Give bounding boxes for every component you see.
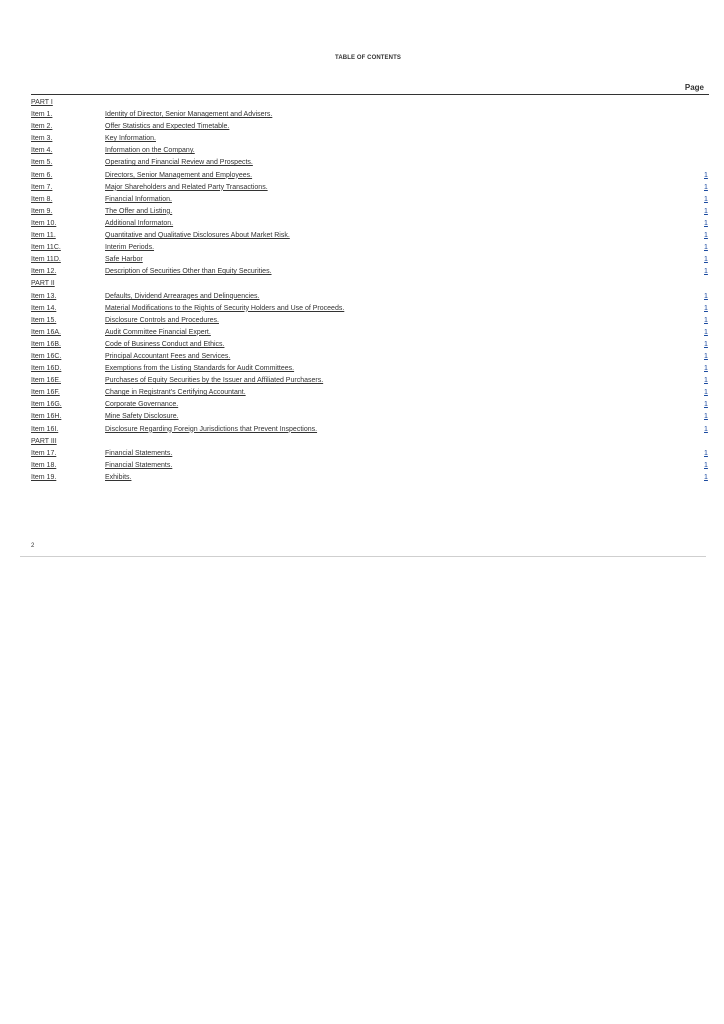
toc-row bbox=[31, 327, 721, 339]
toc-item-title-link[interactable]: Key Information. bbox=[105, 135, 156, 143]
toc-page-link[interactable]: 1 bbox=[704, 449, 708, 457]
toc-item-title-link[interactable]: Additional Informaton. bbox=[105, 219, 174, 227]
toc-title: TABLE OF CONTENTS bbox=[335, 55, 401, 61]
toc-item-number-link[interactable]: Item 5. bbox=[31, 159, 53, 167]
toc-page-link[interactable]: 1 bbox=[704, 207, 708, 215]
toc-item-number-link[interactable]: Item 18. bbox=[31, 461, 57, 469]
toc-page-link[interactable]: 1 bbox=[704, 401, 708, 409]
toc-item-number-link[interactable]: Item 15. bbox=[31, 316, 57, 324]
toc-item-title-link[interactable]: Financial Information. bbox=[105, 195, 172, 203]
toc-page-link[interactable]: 1 bbox=[704, 195, 708, 203]
toc-item-number-link[interactable]: Item 16E. bbox=[31, 377, 61, 385]
toc-item-title-link[interactable]: Interim Periods. bbox=[105, 244, 155, 252]
toc-item-title-link[interactable]: Audit Committee Financial Expert. bbox=[105, 328, 211, 336]
toc-item-number-link[interactable]: Item 19. bbox=[31, 473, 57, 481]
toc-row bbox=[31, 157, 721, 169]
toc-item-title-link[interactable]: Purchases of Equity Securities by the Issuer and Affiliated Purchasers. bbox=[105, 377, 324, 385]
toc-row bbox=[31, 375, 721, 387]
toc-item-number-link[interactable]: Item 16G. bbox=[31, 401, 62, 409]
toc-item-title-link[interactable]: Quantitative and Qualitative Disclosures About Market Risk. bbox=[105, 232, 290, 240]
toc-page-link[interactable]: 1 bbox=[704, 365, 708, 373]
toc-item-number-link[interactable]: Item 6. bbox=[31, 171, 53, 179]
toc-row bbox=[31, 230, 721, 242]
toc-row bbox=[31, 387, 721, 399]
toc-page-link[interactable]: 1 bbox=[704, 389, 708, 397]
toc-part-link[interactable]: PART I bbox=[31, 99, 53, 106]
toc-row bbox=[31, 218, 721, 230]
toc-item-title-link[interactable]: Exhibits. bbox=[105, 473, 132, 481]
footer-divider bbox=[20, 556, 706, 557]
toc-item-title-link[interactable]: Identity of Director, Senior Management and Advisers. bbox=[105, 111, 273, 119]
toc-row bbox=[31, 194, 721, 206]
toc-row bbox=[31, 460, 721, 472]
toc-row bbox=[31, 472, 721, 484]
toc-item-number-link[interactable]: Item 8. bbox=[31, 195, 53, 203]
toc-list bbox=[31, 97, 721, 484]
toc-item-title-link[interactable]: Financial Statements. bbox=[105, 449, 173, 457]
toc-page-link[interactable]: 1 bbox=[704, 425, 708, 433]
toc-item-title-link[interactable]: Mine Safety Disclosure. bbox=[105, 413, 179, 421]
toc-row bbox=[31, 411, 721, 423]
toc-page-link[interactable]: 1 bbox=[704, 473, 708, 481]
toc-item-number-link[interactable]: Item 3. bbox=[31, 135, 53, 143]
toc-page-link[interactable]: 1 bbox=[704, 232, 708, 240]
toc-part-heading bbox=[31, 97, 721, 109]
toc-part-heading bbox=[31, 436, 721, 448]
toc-item-title-link[interactable]: Directors, Senior Management and Employees. bbox=[105, 171, 253, 179]
toc-item-title-link[interactable]: Financial Statements. bbox=[105, 461, 173, 469]
toc-row bbox=[31, 448, 721, 460]
toc-page-link[interactable]: 1 bbox=[704, 340, 708, 348]
toc-item-title-link[interactable]: Change in Registrant's Certifying Accountant. bbox=[105, 389, 246, 397]
toc-item-number-link[interactable]: Item 16D. bbox=[31, 365, 62, 373]
toc-page-link[interactable]: 1 bbox=[704, 304, 708, 312]
toc-item-title-link[interactable]: Safe Harbor bbox=[105, 256, 143, 264]
toc-item-title-link[interactable]: Corporate Governance. bbox=[105, 401, 179, 409]
toc-page-link[interactable]: 1 bbox=[704, 171, 708, 179]
toc-page-link[interactable]: 1 bbox=[704, 244, 708, 252]
toc-item-title-link[interactable]: Description of Securities Other than Equity Securities. bbox=[105, 268, 272, 276]
toc-item-title-link[interactable]: Disclosure Regarding Foreign Jurisdictions that Prevent Inspections. bbox=[105, 425, 318, 433]
header-divider bbox=[31, 94, 709, 95]
toc-item-number-link[interactable]: Item 16A. bbox=[31, 328, 61, 336]
toc-item-number-link[interactable]: Item 4. bbox=[31, 147, 53, 155]
toc-item-title-link[interactable]: Operating and Financial Review and Prospects. bbox=[105, 159, 253, 167]
toc-row bbox=[31, 424, 721, 436]
toc-page-link[interactable]: 1 bbox=[704, 292, 708, 300]
toc-page-link[interactable]: 1 bbox=[704, 377, 708, 385]
toc-page-link[interactable]: 1 bbox=[704, 413, 708, 421]
toc-item-number-link[interactable]: Item 16I. bbox=[31, 425, 59, 433]
toc-part-heading bbox=[31, 278, 721, 290]
toc-item-number-link[interactable]: Item 17. bbox=[31, 449, 57, 457]
toc-item-number-link[interactable]: Item 7. bbox=[31, 183, 53, 191]
toc-item-number-link[interactable]: Item 11. bbox=[31, 232, 56, 240]
toc-row bbox=[31, 351, 721, 363]
toc-item-number-link[interactable]: Item 14. bbox=[31, 304, 57, 312]
toc-row bbox=[31, 206, 721, 218]
page-column-header: Page bbox=[684, 83, 704, 92]
toc-item-number-link[interactable]: Item 11C. bbox=[31, 244, 61, 252]
toc-item-title-link[interactable]: Code of Business Conduct and Ethics. bbox=[105, 340, 225, 348]
toc-item-number-link[interactable]: Item 13. bbox=[31, 292, 57, 300]
toc-page-link[interactable]: 1 bbox=[704, 256, 708, 264]
toc-row bbox=[31, 254, 721, 266]
toc-item-number-link[interactable]: Item 2. bbox=[31, 123, 53, 131]
toc-row bbox=[31, 242, 721, 254]
toc-row bbox=[31, 399, 721, 411]
toc-item-title-link[interactable]: Principal Accountant Fees and Services. bbox=[105, 352, 231, 360]
toc-row bbox=[31, 121, 721, 133]
toc-item-title-link[interactable]: Disclosure Controls and Procedures. bbox=[105, 316, 219, 324]
toc-item-title-link[interactable]: Major Shareholders and Related Party Transactions. bbox=[105, 183, 268, 191]
toc-page-link[interactable]: 1 bbox=[704, 328, 708, 336]
toc-item-title-link[interactable]: Offer Statistics and Expected Timetable. bbox=[105, 123, 230, 131]
toc-item-number-link[interactable]: Item 11D. bbox=[31, 256, 61, 264]
toc-item-number-link[interactable]: Item 1. bbox=[31, 111, 53, 119]
toc-row bbox=[31, 363, 721, 375]
toc-row bbox=[31, 109, 721, 121]
toc-item-title-link[interactable]: Information on the Company. bbox=[105, 147, 195, 155]
toc-row bbox=[31, 133, 721, 145]
toc-page-link[interactable]: 1 bbox=[704, 219, 708, 227]
toc-item-number-link[interactable]: Item 9. bbox=[31, 207, 53, 215]
toc-row bbox=[31, 339, 721, 351]
toc-page-link[interactable]: 1 bbox=[704, 461, 708, 469]
toc-page-link[interactable]: 1 bbox=[704, 183, 708, 191]
toc-row bbox=[31, 145, 721, 157]
toc-row bbox=[31, 303, 721, 315]
toc-item-number-link[interactable]: Item 12. bbox=[31, 268, 57, 276]
toc-item-title-link[interactable]: Defaults, Dividend Arrearages and Delinquencies. bbox=[105, 292, 260, 300]
toc-item-title-link[interactable]: The Offer and Listing. bbox=[105, 207, 173, 215]
toc-row bbox=[31, 291, 721, 303]
toc-page-link[interactable]: 1 bbox=[704, 352, 708, 360]
toc-row bbox=[31, 315, 721, 327]
toc-row bbox=[31, 266, 721, 278]
toc-item-title-link[interactable]: Material Modifications to the Rights of Security Holders and Use of Proceeds. bbox=[105, 304, 345, 312]
toc-item-number-link[interactable]: Item 16C. bbox=[31, 352, 62, 360]
toc-item-number-link[interactable]: Item 10. bbox=[31, 219, 57, 227]
toc-item-number-link[interactable]: Item 16B. bbox=[31, 340, 61, 348]
toc-row bbox=[31, 182, 721, 194]
toc-page-link[interactable]: 1 bbox=[704, 268, 708, 276]
toc-item-number-link[interactable]: Item 16H. bbox=[31, 413, 62, 421]
toc-item-number-link[interactable]: Item 16F. bbox=[31, 389, 60, 397]
toc-item-title-link[interactable]: Exemptions from the Listing Standards for Audit Committees. bbox=[105, 365, 295, 373]
toc-part-link[interactable]: PART III bbox=[31, 437, 57, 445]
toc-row bbox=[31, 170, 721, 182]
toc-part-link[interactable]: PART II bbox=[31, 280, 55, 288]
footer-page-number: 2 bbox=[31, 543, 35, 549]
toc-page-link[interactable]: 1 bbox=[704, 316, 708, 324]
